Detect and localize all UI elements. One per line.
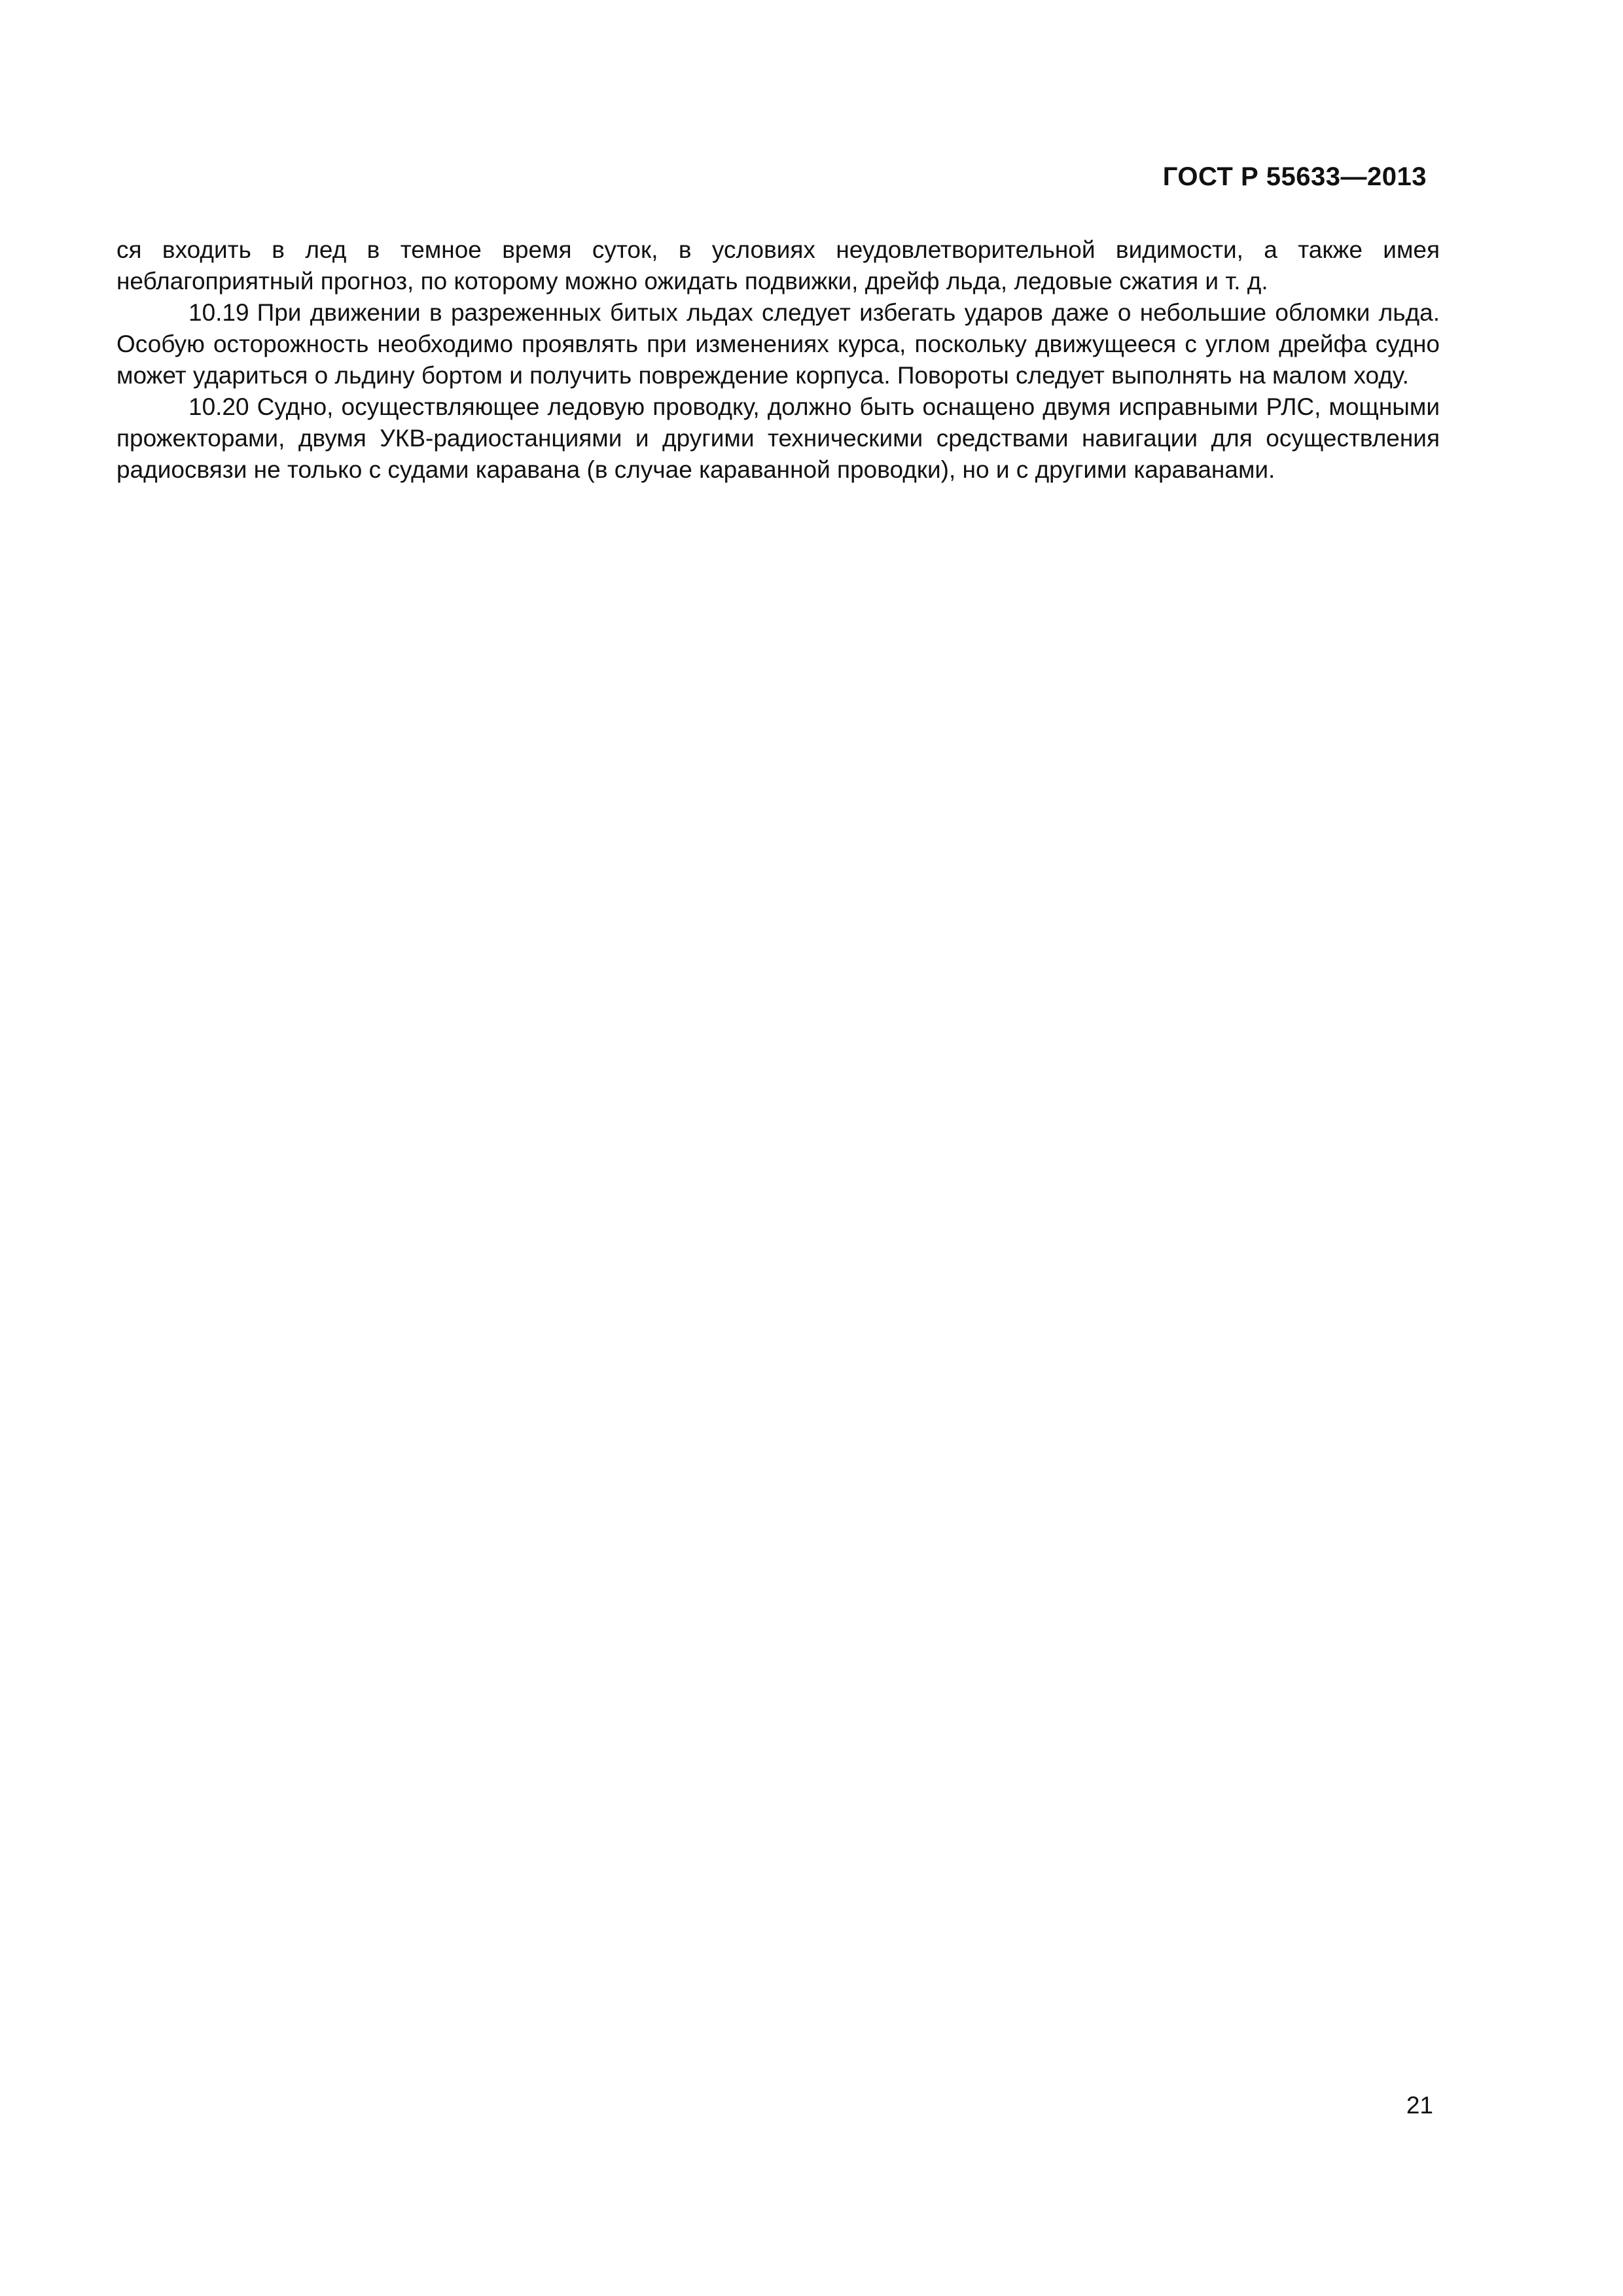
clause-10-19 (116, 297, 1440, 391)
paragraph-text: ся входить в лед в темное время суток, в условиях неудовлетворительной видимости, а также имея неблагоприятный прогноз, по которому можно ожидать подвижки, дрейф льда, ледовые сжатия и т. д. (116, 236, 1440, 295)
clause-number: 10.20 (188, 393, 249, 420)
paragraph-text: При движении в разреженных битых льдах следует избегать ударов даже о небольшие обломки льда. Особую осторожность необходимо проявлять при изменениях курса, поскольку движущееся с углом дрейфа судно может удариться о льдину бортом и получить повреждение корпуса. Повороты следует выполнять на малом ходу. (116, 299, 1440, 389)
document-body (116, 234, 1440, 486)
paragraph-continuation (116, 234, 1440, 297)
clause-number: 10.19 (188, 299, 249, 326)
standard-designation: ГОСТ Р 55633—2013 (1162, 162, 1427, 191)
clause-10-20 (116, 391, 1440, 486)
page-number: 21 (1406, 2092, 1433, 2119)
paragraph-text: Судно, осуществляющее ледовую проводку, должно быть оснащено двумя исправными РЛС, мощными прожекторами, двумя УКВ-радиостанциями и другими техническими средствами навигации для осуществления радиосвязи не только с судами каравана (в случае караванной проводки), но и с другими караванами. (116, 393, 1440, 483)
